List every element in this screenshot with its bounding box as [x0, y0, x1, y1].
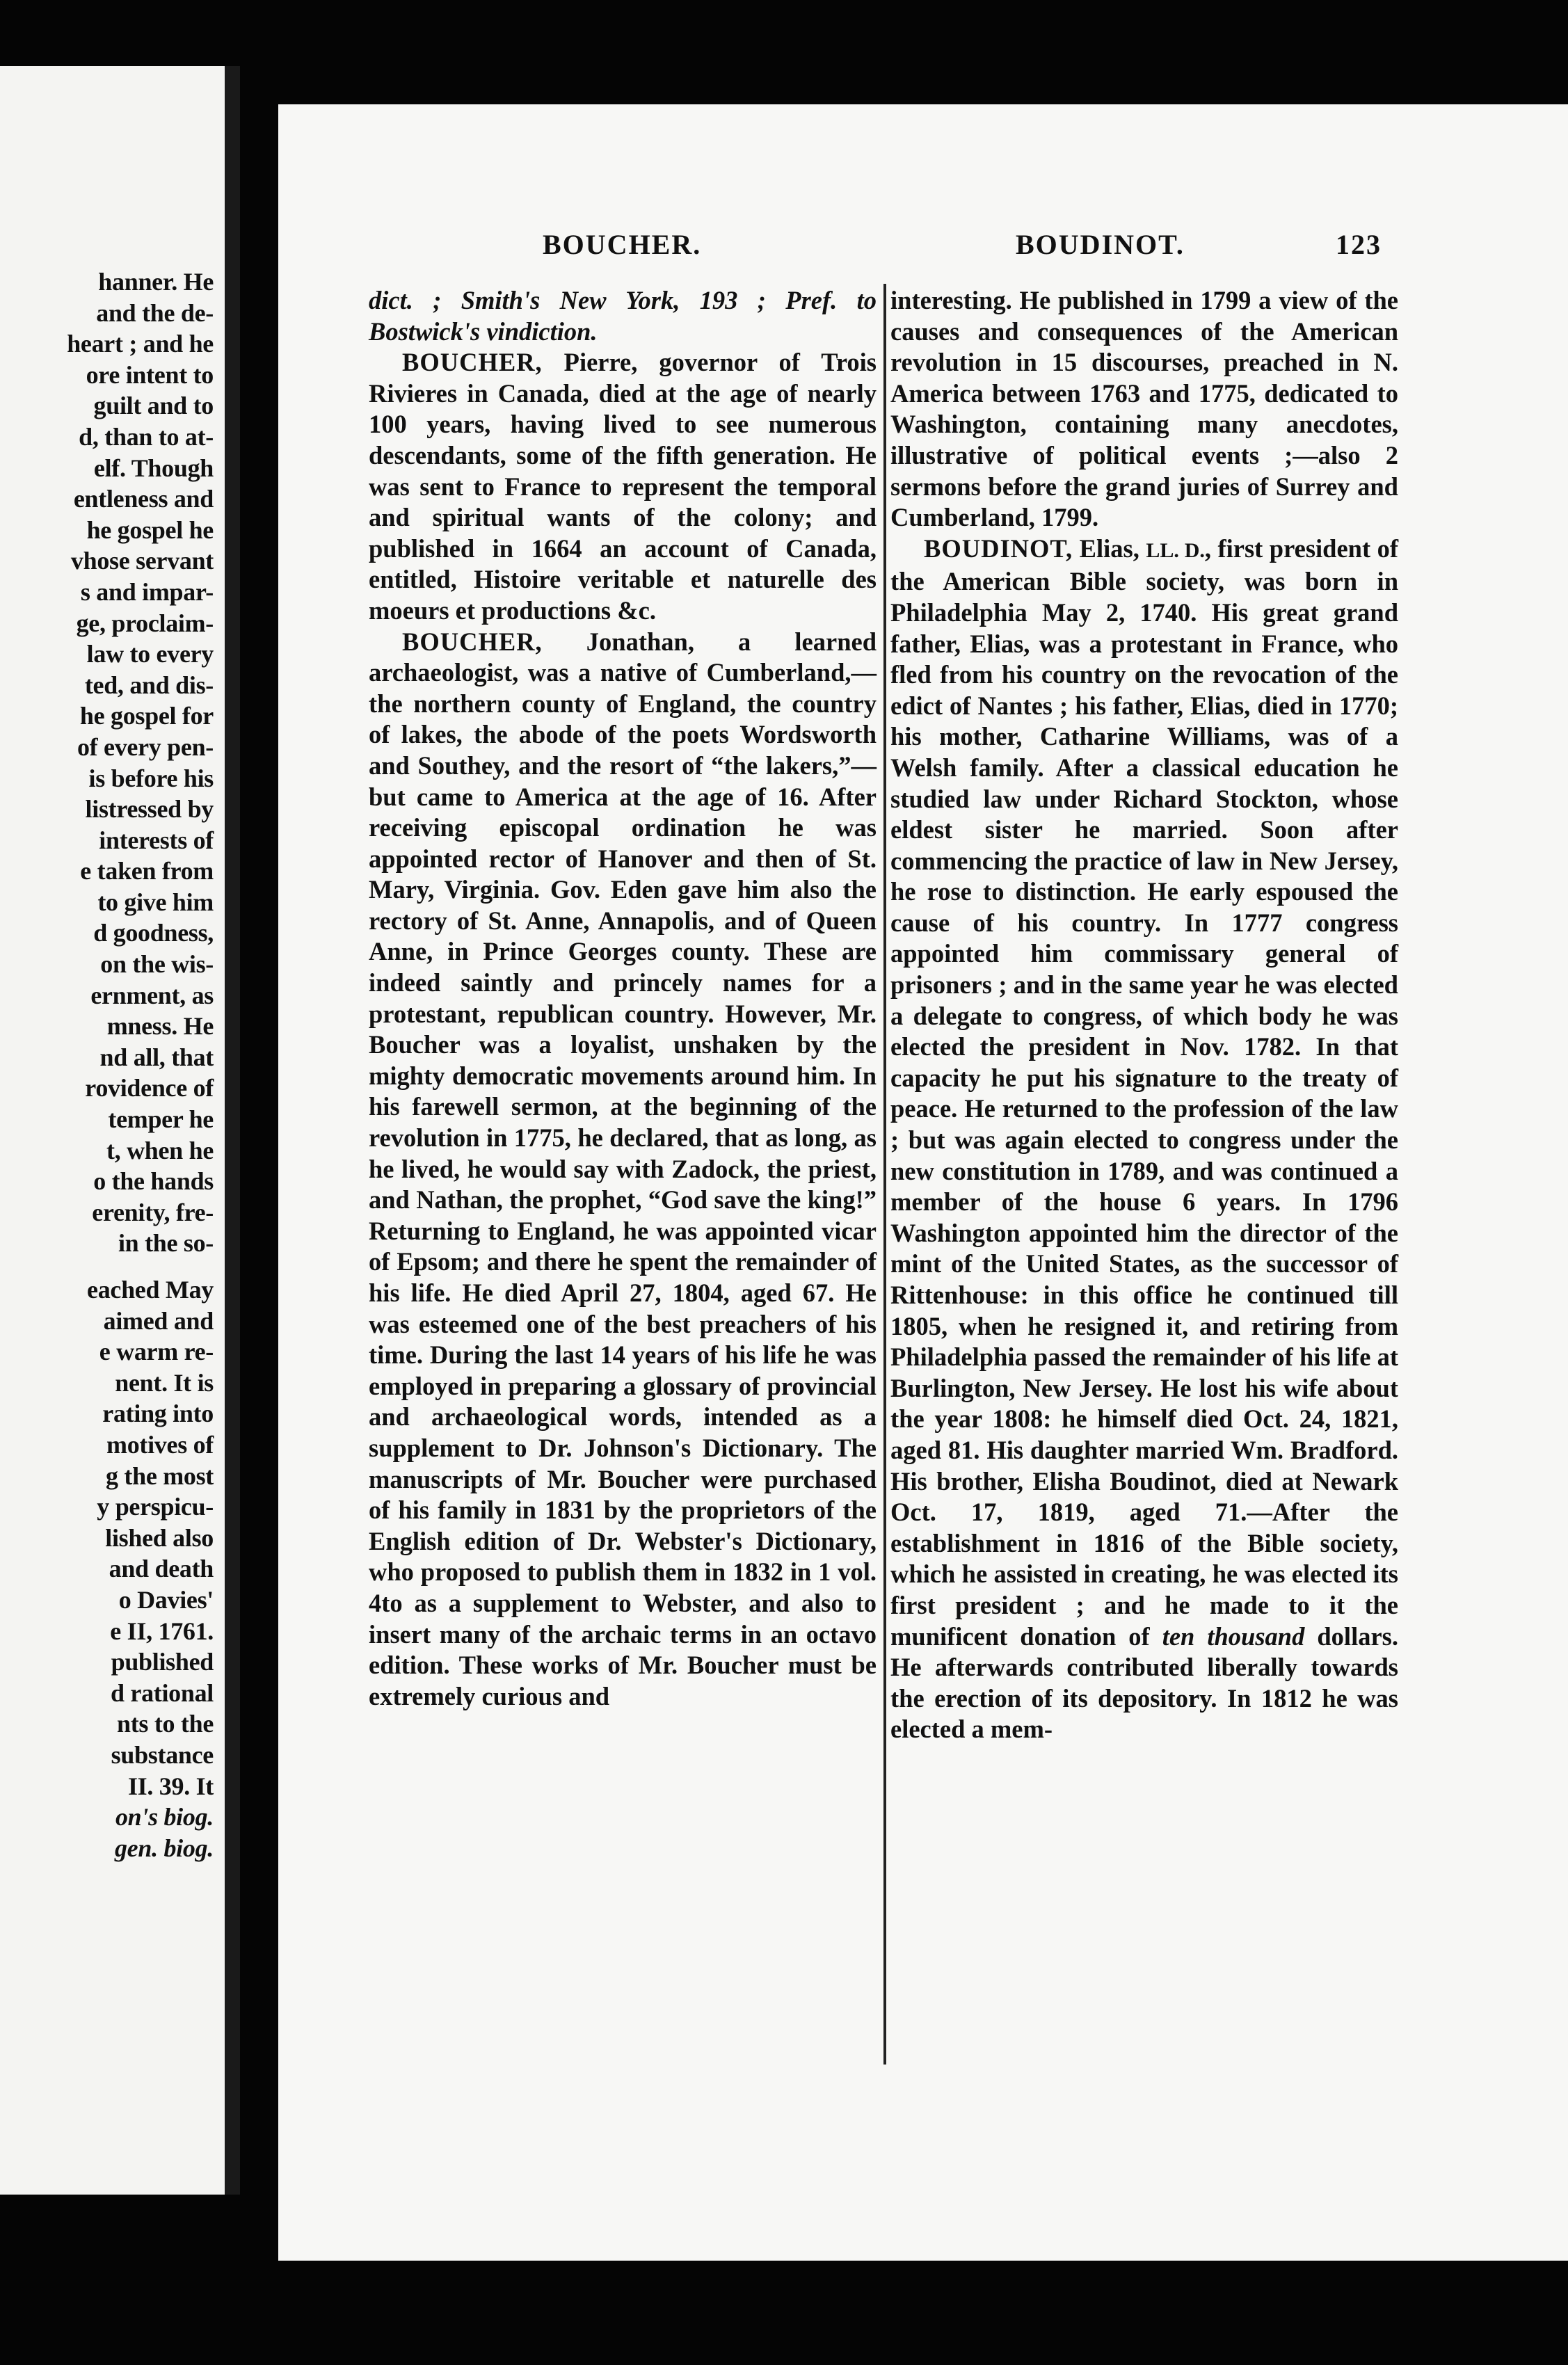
previous-page-line: on the wis-: [100, 950, 214, 979]
previous-page-line: on's biog.: [115, 1803, 214, 1831]
previous-page-line: vhose servant: [70, 547, 214, 575]
previous-page-line: nent. It is: [115, 1368, 214, 1397]
page-number: 123: [1336, 229, 1382, 260]
entry-body: Jonathan, a learned archaeologist, was a native of Cumberland,—the northern county of England, the country of lakes, the abode of the poets Wordsworth and Southey, and the resort of “the lakers,”—but came to America at the age of 16. After receiving episcopal ordination he was appointed rector of Hanover and then of St. Mary, Virginia. Gov. Eden gave him also the rectory of St. Anne, Annapolis, and of Queen Anne, in Prince Georges county. These are indeed saintly and princely names for a protestant, republican country. However, Mr. Boucher was a loyalist, unshaken by the mighty democratic movements around him. In his farewell sermon, at the beginning of the revolution in 1775, he declared, that as long, as he lived, he would say with Zadock, the priest, and Nathan, the prophet, “God save the king!” Returning to England, he was appointed vicar of Epsom; and there he spent the remainder of his life. He died April 27, 1804, aged 67. He was esteemed one of the best preachers of his time. During the last 14 years of his life he was employed in preparing a glossary of provincial and archaeological words, intended as a supplement to Dr. Johnson's Dictionary. The manuscripts of Mr. Boucher were purchased of his family in 1831 by the proprietors of the English edition of Dr. Webster's Dictionary, who proposed to publish them in 1832 in 1 vol. 4to as a supplement to Webster, and also to insert many of the archaic terms in an octavo edition. These works of Mr. Boucher must be extremely curious and: [369, 627, 877, 1710]
previous-page-line: o the hands: [93, 1167, 214, 1196]
citation-text: dict. ; Smith's New York, 193 ; Pref. to Bostwick's vindiction.: [369, 286, 877, 346]
previous-page-line: mness. He: [106, 1012, 214, 1041]
previous-page-line: motives of: [106, 1430, 214, 1459]
previous-page-line: [0, 1259, 226, 1274]
previous-page-line: he gospel he: [86, 515, 214, 544]
entry-headword: BOUCHER,: [402, 348, 543, 377]
previous-page-line: of every pen-: [77, 732, 214, 761]
previous-page-line: heart ; and he: [67, 330, 214, 358]
previous-page-line: nts to the: [117, 1710, 214, 1738]
entry-boucher-jonathan: [369, 627, 877, 1713]
previous-page-line: interests of: [99, 826, 214, 854]
entry-boucher-jonathan-continued: [890, 285, 1398, 534]
continued-citation: [369, 285, 877, 347]
previous-page-line: II. 39. It: [127, 1772, 214, 1800]
previous-page-line: rating into: [102, 1400, 214, 1428]
previous-page-line: d rational: [110, 1678, 214, 1707]
previous-page-line: elf. Though: [93, 454, 214, 482]
previous-page-line: ted, and dis-: [84, 671, 214, 699]
previous-page-line: gen. biog.: [114, 1834, 214, 1862]
previous-page-line: nd all, that: [99, 1043, 214, 1071]
previous-page-line: listressed by: [85, 795, 214, 824]
previous-page-line: entleness and: [73, 485, 214, 513]
previous-page-line: ernment, as: [90, 981, 214, 1009]
entry-boudinot-elias: [890, 534, 1398, 1745]
previous-page-line: erenity, fre-: [92, 1198, 214, 1226]
text-column-right: [890, 285, 1398, 1745]
book-page: [278, 104, 1568, 2261]
previous-page-line: lished also: [105, 1523, 214, 1552]
entry-degree: LL. D.: [1146, 538, 1205, 562]
previous-page-line: d goodness,: [93, 919, 214, 947]
previous-page-line: o Davies': [118, 1585, 214, 1614]
previous-page-line: e II, 1761.: [110, 1617, 214, 1645]
previous-page-line: hanner. He: [98, 268, 214, 296]
previous-page-line: aimed and: [103, 1306, 214, 1335]
text-column-left: [369, 285, 877, 1712]
entry-boucher-pierre: [369, 347, 877, 626]
previous-page-line: and the de-: [96, 298, 214, 327]
header-right-word: BOUDINOT.: [1016, 229, 1185, 260]
entry-italic: ten thousand: [1162, 1621, 1305, 1651]
previous-page-line: he gospel for: [79, 702, 214, 730]
previous-page-line: t, when he: [106, 1136, 214, 1164]
previous-page-line: is before his: [88, 764, 214, 792]
previous-page-line: in the so-: [118, 1229, 214, 1258]
entry-body-end: dollars. He afterwards contributed liberally towards the erection of its depository. In 1812 he was elected a mem-: [890, 1621, 1398, 1744]
entry-body: Pierre, governor of Trois Rivieres in Canada, died at the age of nearly 100 years, having lived to see numerous descendants, some of the fifth generation. He was sent to France to represent the temporal and spiritual wants of the colony; and published in 1664 an account of Canada, entitled, Histoire veritable et naturelle des moeurs et productions &c.: [369, 348, 877, 625]
entry-name: Elias,: [1073, 534, 1146, 563]
previous-page-line: substance: [111, 1740, 214, 1769]
entry-body: interesting. He published in 1799 a view of the causes and consequences of the American revolution in 15 discourses, preached in N. America between 1763 and 1775, dedicated to Washington, containing many anecdotes, illustrative of political events ;—also 2 sermons before the grand juries of Surrey and Cumberland, 1799.: [890, 286, 1398, 532]
previous-page-line: published: [111, 1648, 214, 1676]
previous-page-line: g the most: [106, 1461, 214, 1490]
header-left-word: BOUCHER.: [543, 229, 702, 260]
previous-page-line: d, than to at-: [79, 422, 214, 451]
previous-page-line: rovidence of: [85, 1074, 214, 1103]
previous-page-line: guilt and to: [93, 392, 214, 420]
previous-page-fragment: [0, 66, 240, 2195]
previous-page-line: s and impar-: [80, 577, 214, 606]
entry-headword: BOUDINOT,: [924, 534, 1073, 563]
previous-page-line: ge, proclaim-: [76, 609, 214, 637]
previous-page-line: temper he: [108, 1105, 214, 1134]
previous-page-line: y perspicu-: [97, 1493, 214, 1521]
previous-page-line: and death: [109, 1555, 214, 1583]
previous-page-line: eached May: [87, 1276, 214, 1304]
previous-page-line: ore intent to: [86, 360, 214, 389]
previous-page-text: [0, 266, 226, 1863]
previous-page-line: to give him: [97, 888, 214, 916]
running-header: [278, 228, 1568, 270]
previous-page-line: e warm re-: [99, 1338, 214, 1366]
previous-page-line: e taken from: [80, 857, 214, 885]
entry-headword: BOUCHER,: [402, 627, 543, 656]
column-divider: [883, 284, 886, 2065]
previous-page-line: law to every: [86, 640, 214, 668]
entry-body: , first president of the American Bible society, was born in Philadelphia May 2, 1740. His great grand father, Elias, was a protestant in France, who fled from his country on the revocation of the edict of Nantes ; his father, Elias, died in 1770; his mother, Catharine Williams, was of a Welsh family. After a classical education he studied law under Richard Stockton, whose eldest sister he married. Soon after commencing the practice of law in New Jersey, he rose to distinction. He early espoused the cause of his country. In 1777 congress appointed him commissary general of prisoners ; and in the same year he was elected a delegate to congress, of which body he was elected the president in Nov. 1782. In that capacity he put his signature to the treaty of peace. He returned to the profession of the law ; but was again elected to congress under the new constitution in 1789, and was continued a member of the house 6 years. In 1796 Washington appointed him the director of the mint of the United States, as the successor of Rittenhouse: in this office he continued till 1805, when he resigned it, and retiring from Philadelphia passed the remainder of his life at Burlington, New Jersey. He lost his wife about the year 1808: he himself died Oct. 24, 1821, aged 81. His daughter married Wm. Bradford. His brother, Elisha Boudinot, died at Newark Oct. 17, 1819, aged 71.—After the establishment in 1816 of the Bible society, which he assisted in creating, he was elected its first president ; and he made to it the munificent donation of: [890, 534, 1398, 1651]
